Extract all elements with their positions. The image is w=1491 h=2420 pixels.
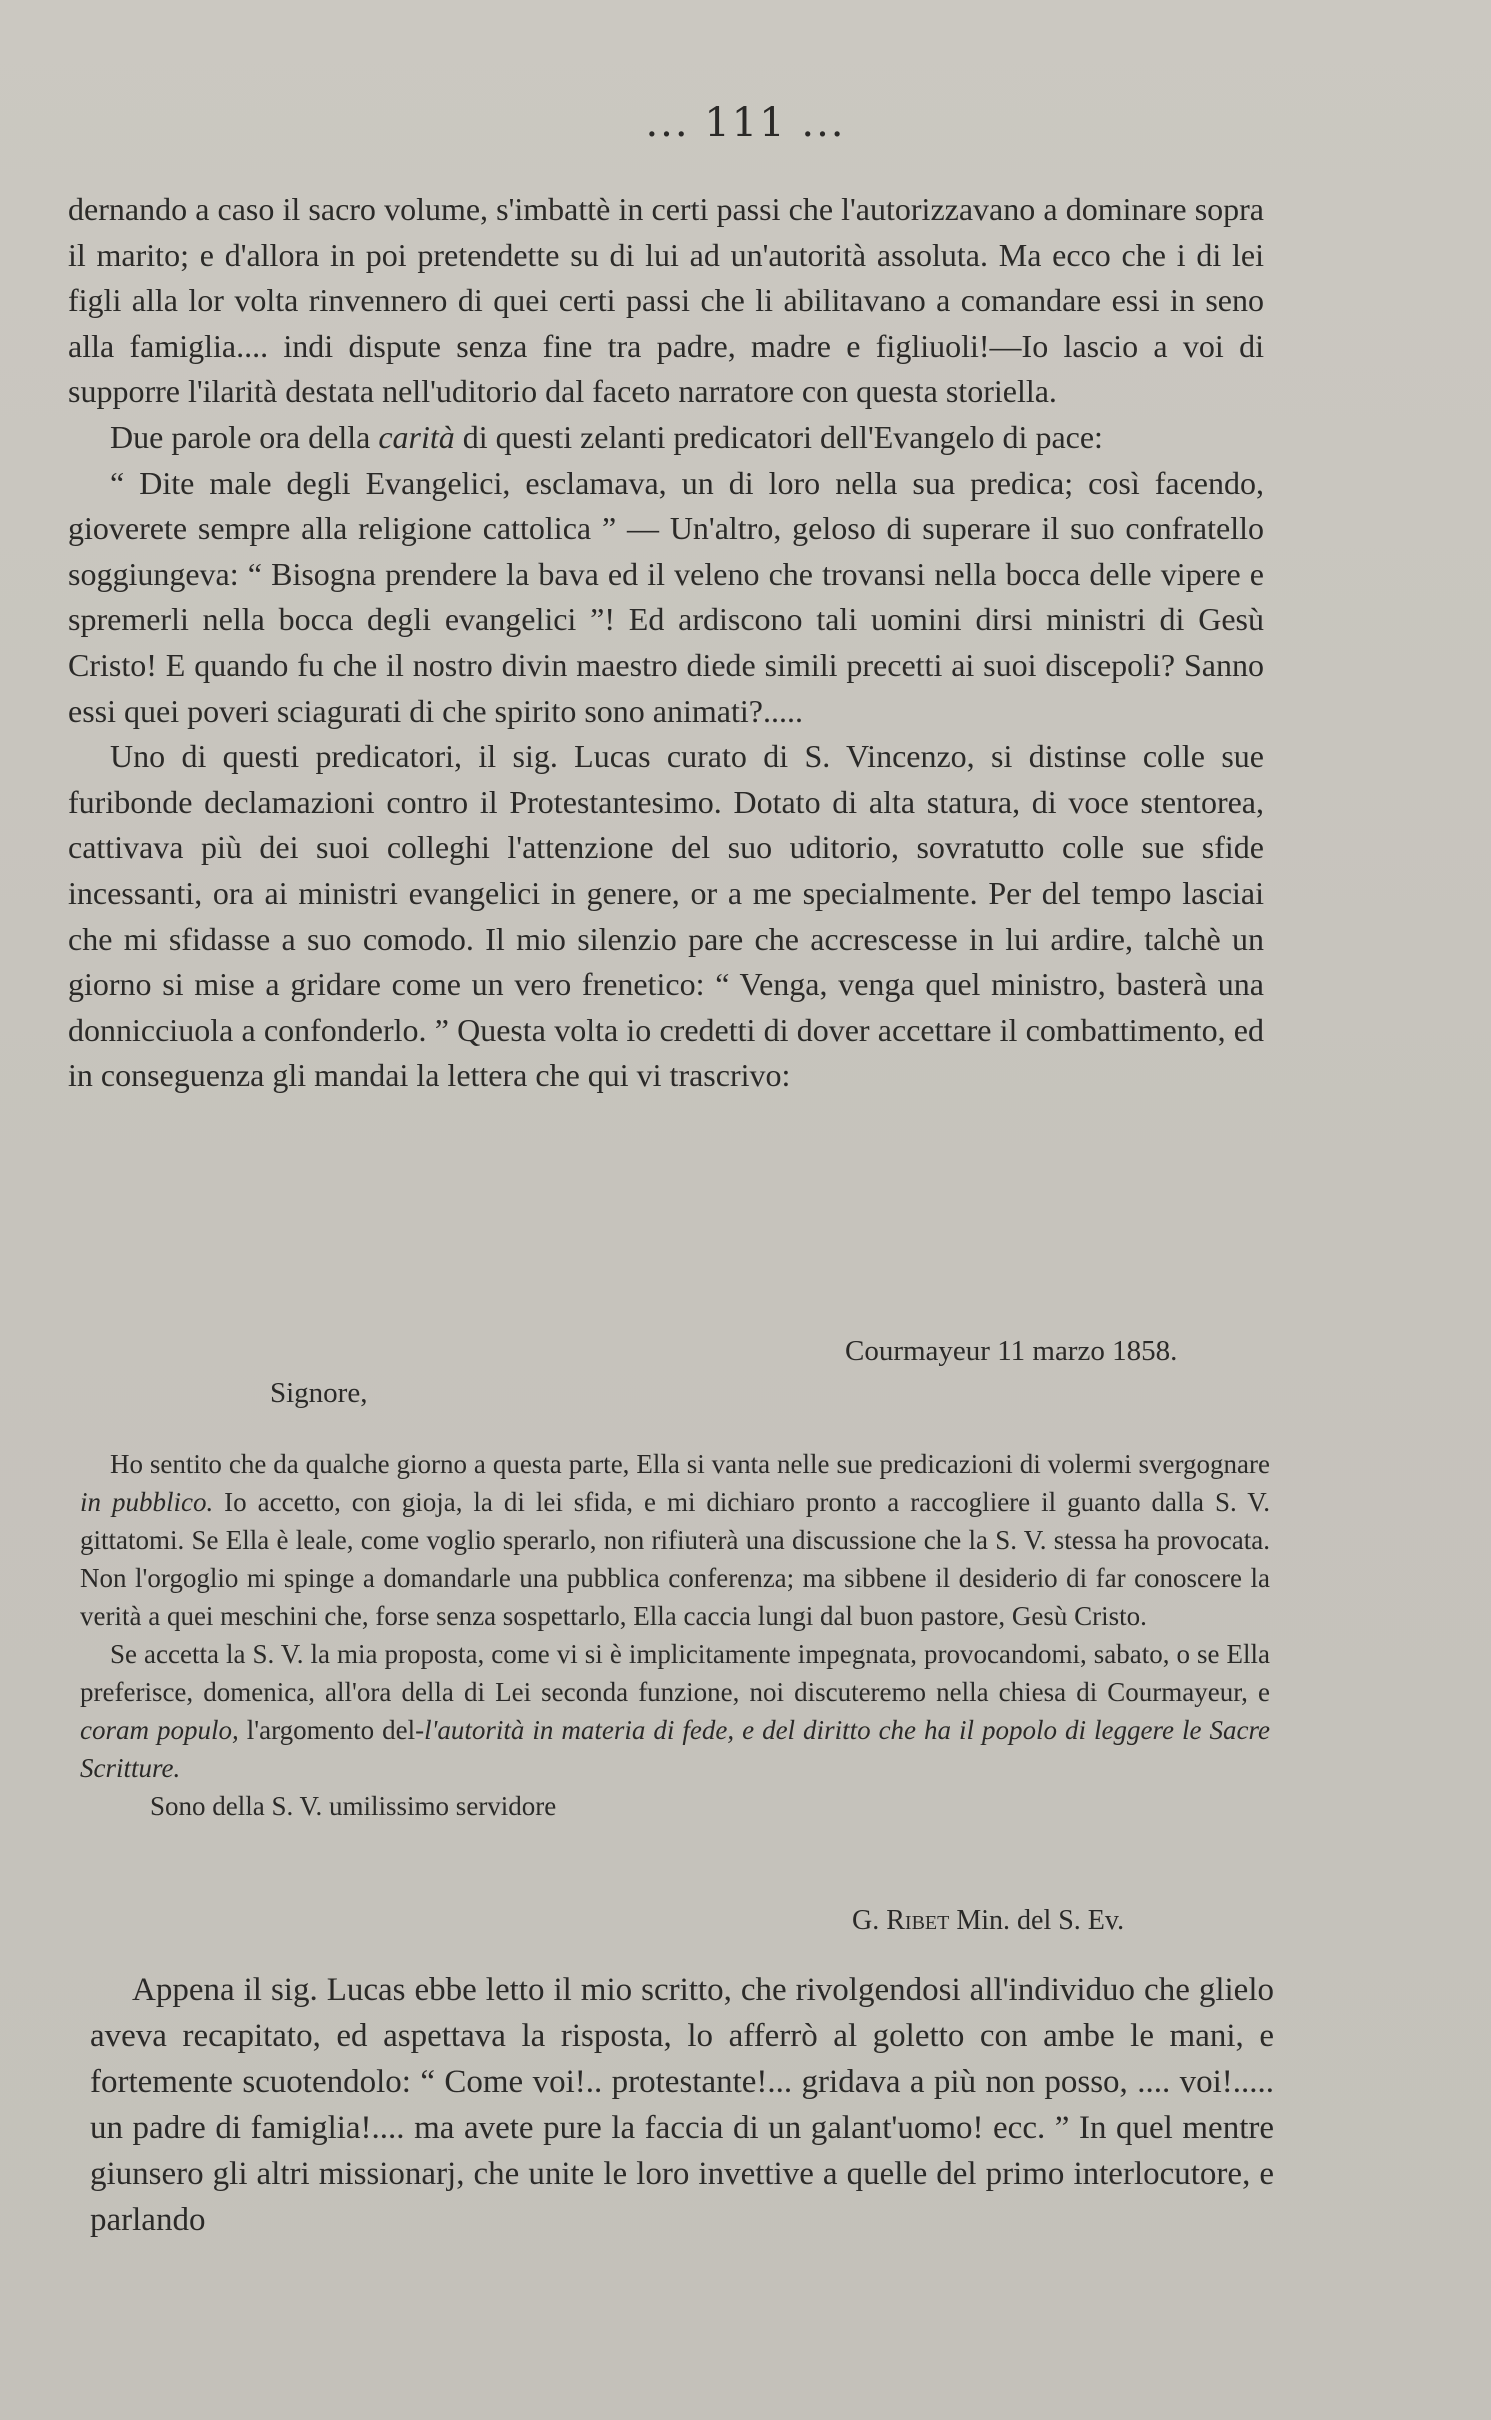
main-text-lower xyxy=(90,1967,1274,2243)
paragraph: dernando a caso il sacro volume, s'imbattè in certi passi che l'autorizzavano a dominare sopra il marito; e d'allora in poi pretendette su di lui ad un'autorità assoluta. Ma ecco che i di lei figli alla lor volta rinvennero di quei certi passi che li abilitavano a comandare essi in seno alla famiglia.... indi dispute senza fine tra padre, madre e figliuoli!—Io lascio a voi di supporre l'ilarità destata nell'uditorio dal faceto narratore con questa storiella. xyxy=(68,191,1264,410)
page-number: ... 111 ... xyxy=(645,100,846,146)
letter-paragraph: Ho sentito che da qualche giorno a questa parte, Ella si vanta nelle sue predicazioni di volermi svergognare in pubblico. Io accetto, con gioja, la di lei sfida, e mi dichiaro pronto a raccogliere il guanto dalla S. V. gittatomi. Se Ella è leale, come voglio sperarlo, non rifiuterà una discussione che la S. V. stessa ha provocata. Non l'orgoglio mi spinge a domandarle una pubblica conferenza; ma sibbene il desiderio di far conoscere la verità a quei meschini che, forse senza sospettarlo, Ella caccia lungi dal buon pastore, Gesù Cristo. xyxy=(80,1449,1270,1631)
paragraph: “ Dite male degli Evangelici, esclamava, un di loro nella sua predica; così facendo, gioverete sempre alla religione cattolica ” — Un'altro, geloso di superare il suo confratello soggiungeva: “ Bisogna prendere la bava ed il veleno che trovansi nella bocca delle vipere e spremerli nella bocca degli evangelici ”! Ed ardiscono tali uomini dirsi ministri di Gesù Cristo! E quando fu che il nostro divin maestro diede simili precetti ai suoi discepoli? Sanno essi quei poveri sciagurati di che spirito sono animati?..... xyxy=(68,464,1264,729)
letter-signature: G. Ribet Min. del S. Ev. xyxy=(852,1905,1125,1936)
letter-dateline: Courmayeur 11 marzo 1858. xyxy=(845,1335,1178,1367)
paragraph: Uno di questi predicatori, il sig. Lucas curato di S. Vincenzo, si distinse colle sue furibonde declamazioni contro il Protestantesimo. Dotato di alta statura, di voce stentorea, cattivava più dei suoi colleghi l'attenzione del suo uditorio, sovratutto colle sue sfide incessanti, ora ai ministri evangelici in genere, or a me specialmente. Per del tempo lasciai che mi sfidasse a suo comodo. Il mio silenzio pare che accrescesse in lui ardire, talchè un giorno si mise a gridare come un vero frenetico: “ Venga, venga quel ministro, basterà una donnicciuola a confonderlo. ” Questa volta io credetti di dover accettare il combattimento, ed in conseguenza gli mandai la lettera che qui vi trascrivo: xyxy=(68,738,1264,1094)
main-text-upper xyxy=(68,187,1264,1099)
letter-body xyxy=(80,1445,1270,1825)
letter-closing: Sono della S. V. umilissimo servidore xyxy=(150,1791,557,1821)
paragraph: Due parole ora della carità di questi zelanti predicatori dell'Evangelo di pace: xyxy=(110,418,1103,455)
paragraph: Appena il sig. Lucas ebbe letto il mio scritto, che rivolgendosi all'individuo che glielo aveva recapitato, ed aspettava la risposta, lo afferrò al goletto con ambe le mani, e fortemente scuotendolo: “ Come voi!.. protestante!... gridava a più non posso, .... voi!..... un padre di famiglia!.... ma avete pure la faccia di un galant'uomo! ecc. ” In quel mentre giunsero gli altri missionarj, che unite le loro invettive a quelle del primo interlocutore, e parlando xyxy=(90,1972,1274,2238)
letter-paragraph: Se accetta la S. V. la mia proposta, come vi si è implicitamente impegnata, provocandomi, sabato, o se Ella preferisce, domenica, all'ora della di Lei seconda funzione, noi discuteremo nella chiesa di Courmayeur, e coram populo, l'argomento del-l'autorità in materia di fede, e del diritto che ha il popolo di leggere le Sacre Scritture. xyxy=(80,1639,1270,1783)
letter-salutation: Signore, xyxy=(270,1377,368,1409)
